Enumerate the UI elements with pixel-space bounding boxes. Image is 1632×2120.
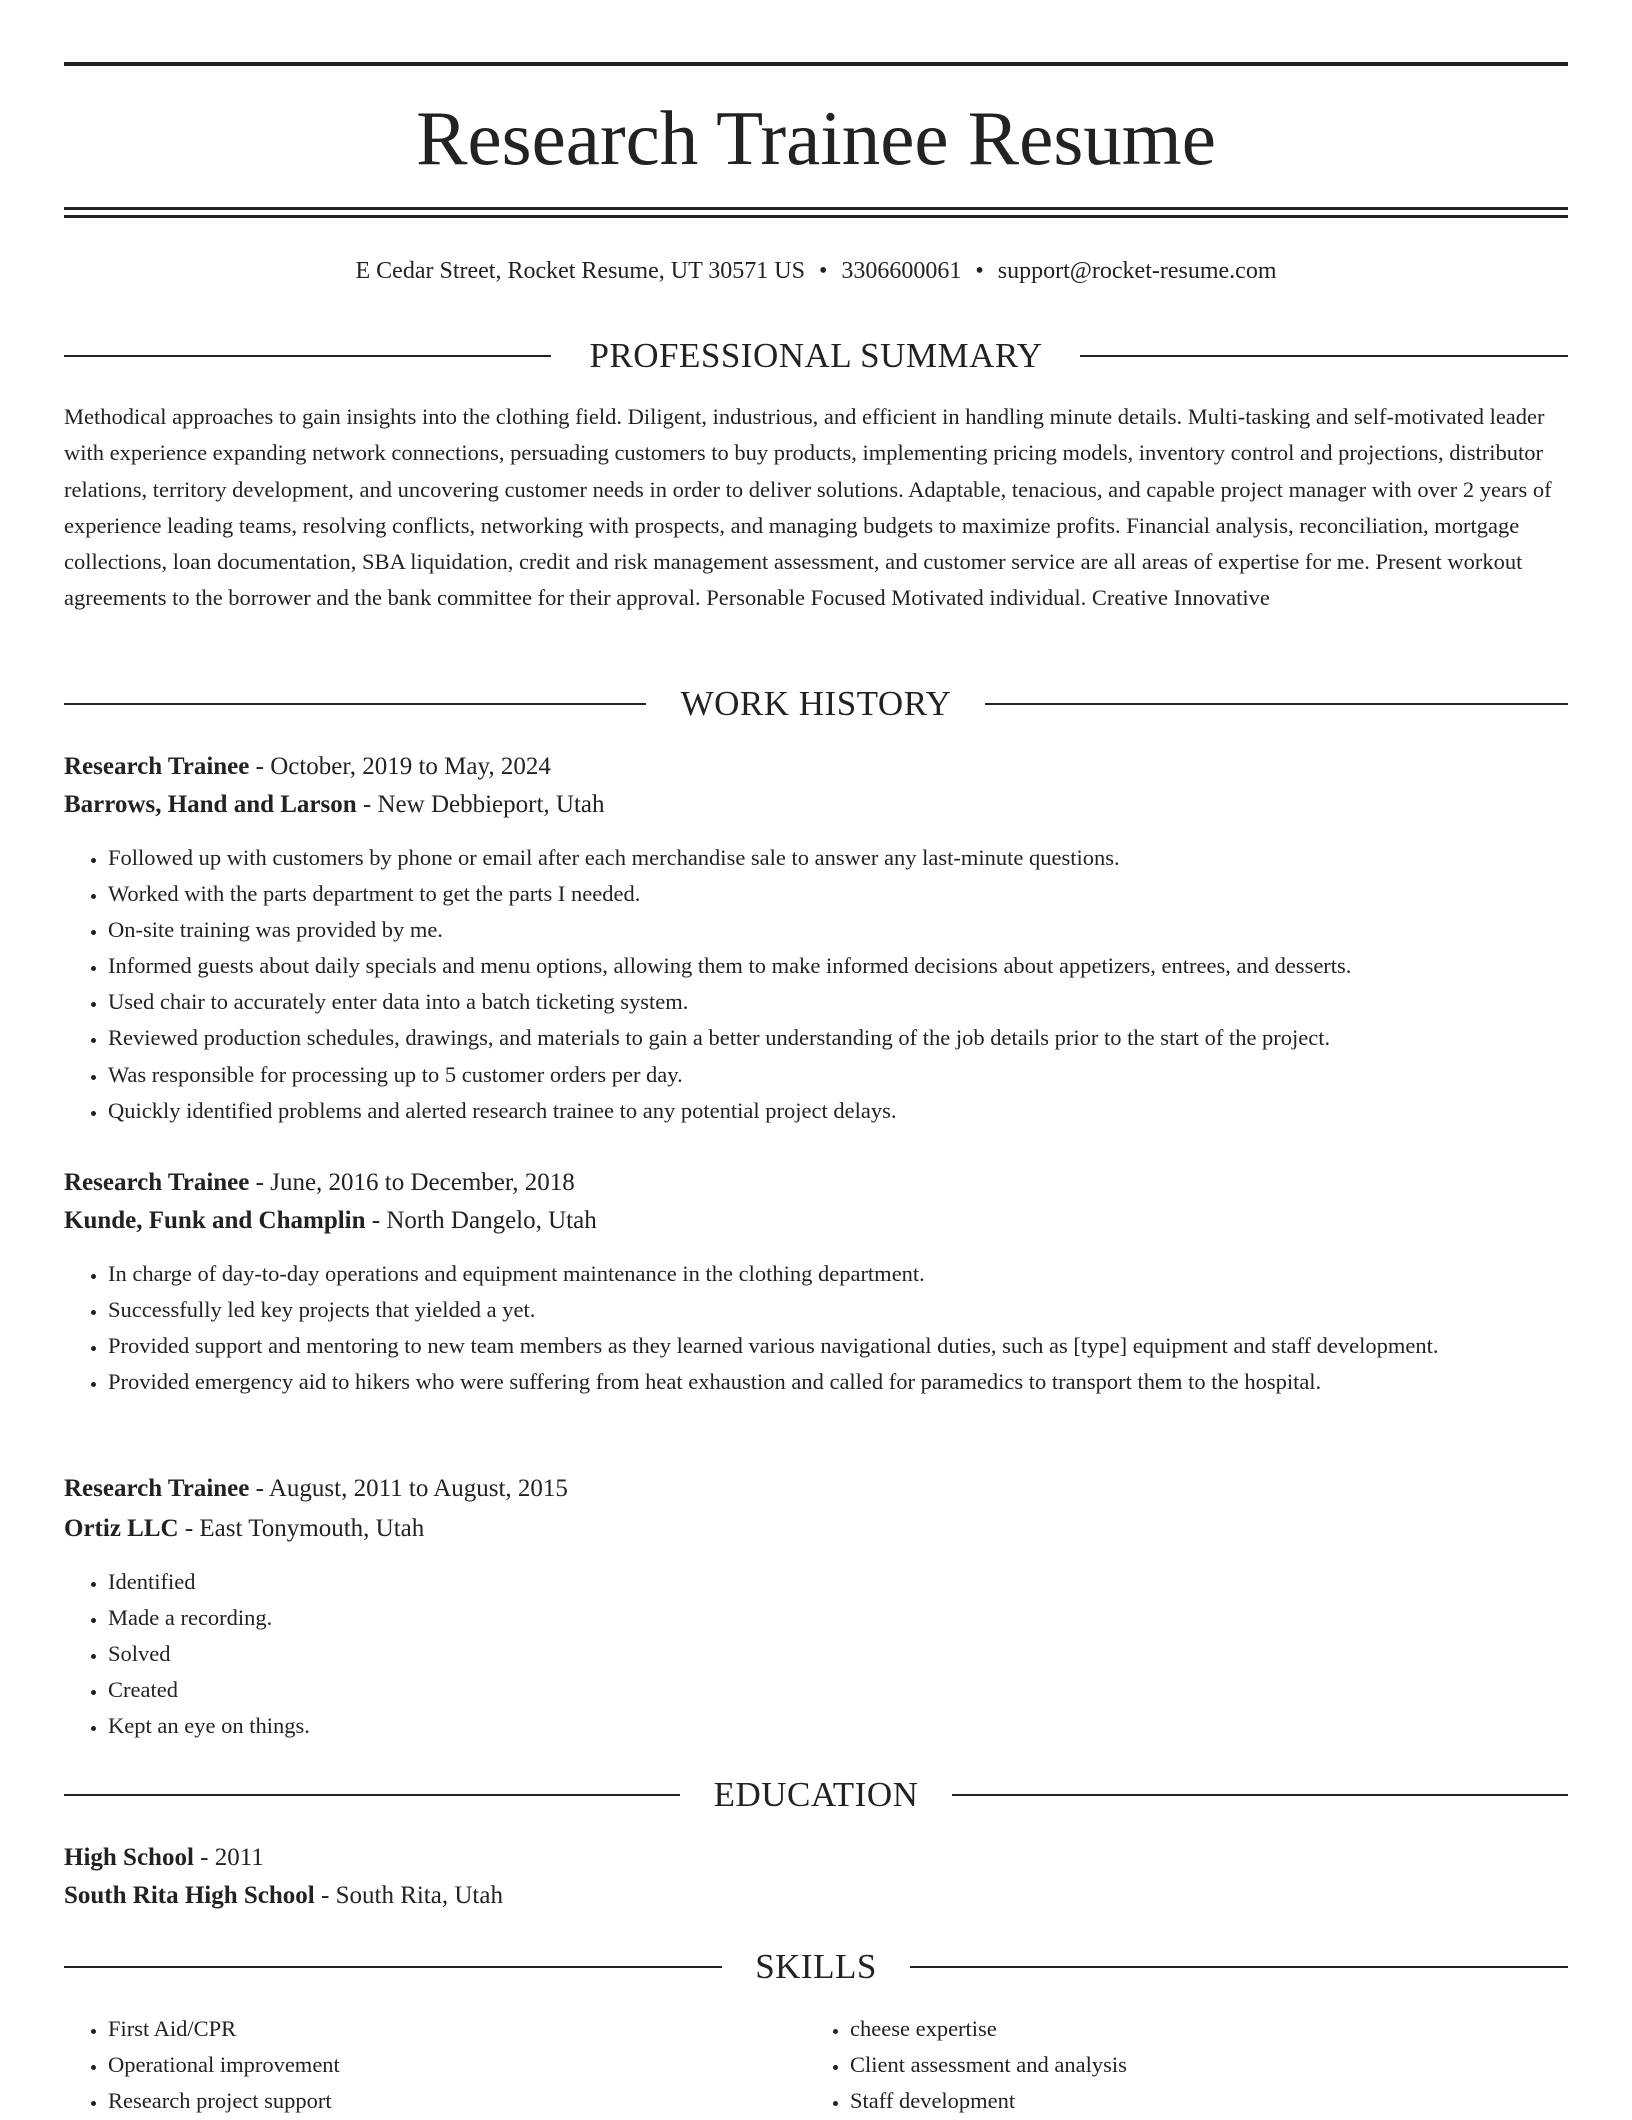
contact-email: support@rocket-resume.com bbox=[997, 258, 1277, 284]
skill-item: • Operational improvement bbox=[108, 2047, 788, 2083]
work-section-header bbox=[64, 684, 1568, 724]
list-item: • Created bbox=[108, 1672, 1568, 1708]
job-location: - East Tonymouth, Utah bbox=[178, 1515, 425, 1542]
job-company: Ortiz LLC bbox=[64, 1515, 179, 1542]
education-year: - 2011 bbox=[193, 1844, 264, 1871]
header-rule-upper bbox=[64, 207, 1568, 210]
job-company: Kunde, Funk and Champlin bbox=[64, 1207, 366, 1234]
job-bullet-list bbox=[64, 840, 1568, 1129]
education-location: - South Rita, Utah bbox=[314, 1882, 503, 1909]
summary-heading: PROFESSIONAL SUMMARY bbox=[589, 336, 1043, 375]
job-company-line bbox=[64, 1510, 1568, 1548]
list-item: • Reviewed production schedules, drawings, and materials to gain a better understanding of the job details prior to the start of the project. bbox=[108, 1020, 1568, 1056]
job-company: Barrows, Hand and Larson bbox=[64, 791, 357, 818]
education-section-header bbox=[64, 1775, 1568, 1815]
job-company-line bbox=[64, 786, 1568, 824]
education-degree-line bbox=[64, 1839, 1568, 1877]
skill-item: • First Aid/CPR bbox=[108, 2011, 788, 2047]
contact-separator: • bbox=[975, 258, 984, 284]
contact-separator: • bbox=[818, 258, 828, 284]
list-item: • Informed guests about daily specials and menu options, allowing them to make informed decisions about appetizers, entrees, and desserts. bbox=[108, 948, 1568, 984]
list-item: • Solved bbox=[108, 1636, 1568, 1672]
skill-item: • cheese expertise bbox=[850, 2011, 1550, 2047]
education-school: South Rita High School bbox=[64, 1882, 315, 1909]
summary-text: Methodical approaches to gain insights into the clothing field. Diligent, industrious, and efficient in handling minute details. Multi-tasking and self-motivated leader with experience expanding network connections, persuading customers to buy products, implementing pricing models, inventory control and projections, distributor relations, territory development, and uncovering customer needs in order to deliver solutions. Adaptable, tenacious, and capable project manager with over 2 years of experience leading teams, resolving conflicts, networking with prospects, and managing budgets to maximize profits. Financial analysis, reconciliation, mortgage collections, loan documentation, SBA liquidation, credit and risk management assessment, and customer service are all areas of expertise for me. Present workout agreements to the borrower and the bank committee for their approval. Personable Focused Motivated individual. Creative Innovative bbox=[64, 404, 1552, 611]
list-item: • Worked with the parts department to get the parts I needed. bbox=[108, 876, 1568, 912]
list-item: • Quickly identified problems and alerted research trainee to any potential project delays. bbox=[108, 1093, 1568, 1129]
section-rule-right bbox=[985, 703, 1568, 705]
list-item: • Kept an eye on things. bbox=[108, 1708, 1568, 1744]
job-bullet-list bbox=[64, 1256, 1528, 1400]
skills-list-left bbox=[64, 2011, 788, 2119]
contact-phone: 3306600061 bbox=[841, 258, 962, 284]
skill-item: • Client assessment and analysis bbox=[850, 2047, 1550, 2083]
job-dates: - October, 2019 to May, 2024 bbox=[249, 753, 551, 780]
page-title: Research Trainee Resume bbox=[416, 95, 1216, 181]
education-school-line bbox=[64, 1877, 1568, 1915]
job-location: - North Dangelo, Utah bbox=[365, 1207, 597, 1234]
education-heading: EDUCATION bbox=[713, 1775, 919, 1814]
list-item: • Provided emergency aid to hikers who were suffering from heat exhaustion and called for paramedics to transport them to the hospital. bbox=[108, 1364, 1528, 1400]
job-title-line bbox=[64, 1164, 1568, 1202]
work-heading: WORK HISTORY bbox=[680, 684, 952, 723]
section-rule-right bbox=[1080, 355, 1568, 357]
job-bullet-list bbox=[64, 1564, 1568, 1744]
contact-line bbox=[64, 255, 1568, 287]
job-location: - New Debbieport, Utah bbox=[356, 791, 605, 818]
list-item: • On-site training was provided by me. bbox=[108, 912, 1568, 948]
job-title: Research Trainee bbox=[64, 753, 250, 780]
list-item: • In charge of day-to-day operations and equipment maintenance in the clothing department. bbox=[108, 1256, 1528, 1292]
skills-section-header bbox=[64, 1947, 1568, 1987]
job-title: Research Trainee bbox=[64, 1475, 250, 1502]
header-rule-lower bbox=[64, 215, 1568, 218]
header-top-rule bbox=[64, 62, 1568, 66]
section-rule-right bbox=[910, 1966, 1568, 1968]
list-item: • Made a recording. bbox=[108, 1600, 1568, 1636]
skill-item: • Research project support bbox=[108, 2083, 788, 2119]
job-title-line bbox=[64, 748, 1568, 786]
skill-item: • Staff development bbox=[850, 2083, 1550, 2119]
skills-heading: SKILLS bbox=[755, 1947, 877, 1986]
list-item: • Successfully led key projects that yielded a yet. bbox=[108, 1292, 1528, 1328]
job-company-line bbox=[64, 1202, 1568, 1240]
list-item: • Provided support and mentoring to new team members as they learned various navigational duties, such as [type] equipment and staff development. bbox=[108, 1328, 1528, 1364]
summary-section-header bbox=[64, 336, 1568, 376]
job-title: Research Trainee bbox=[64, 1169, 250, 1196]
skills-list-right bbox=[806, 2011, 1550, 2119]
education-degree: High School bbox=[64, 1844, 194, 1871]
list-item: • Was responsible for processing up to 5 customer orders per day. bbox=[108, 1057, 1568, 1093]
list-item: • Followed up with customers by phone or email after each merchandise sale to answer any last-minute questions. bbox=[108, 840, 1568, 876]
job-dates: - August, 2011 to August, 2015 bbox=[249, 1475, 568, 1502]
list-item: • Used chair to accurately enter data into a batch ticketing system. bbox=[108, 984, 1568, 1020]
contact-address: E Cedar Street, Rocket Resume, UT 30571 US bbox=[355, 258, 805, 284]
list-item: • Identified bbox=[108, 1564, 1568, 1600]
section-rule-right bbox=[952, 1794, 1568, 1796]
job-title-line bbox=[64, 1470, 1568, 1508]
job-dates: - June, 2016 to December, 2018 bbox=[249, 1169, 575, 1196]
